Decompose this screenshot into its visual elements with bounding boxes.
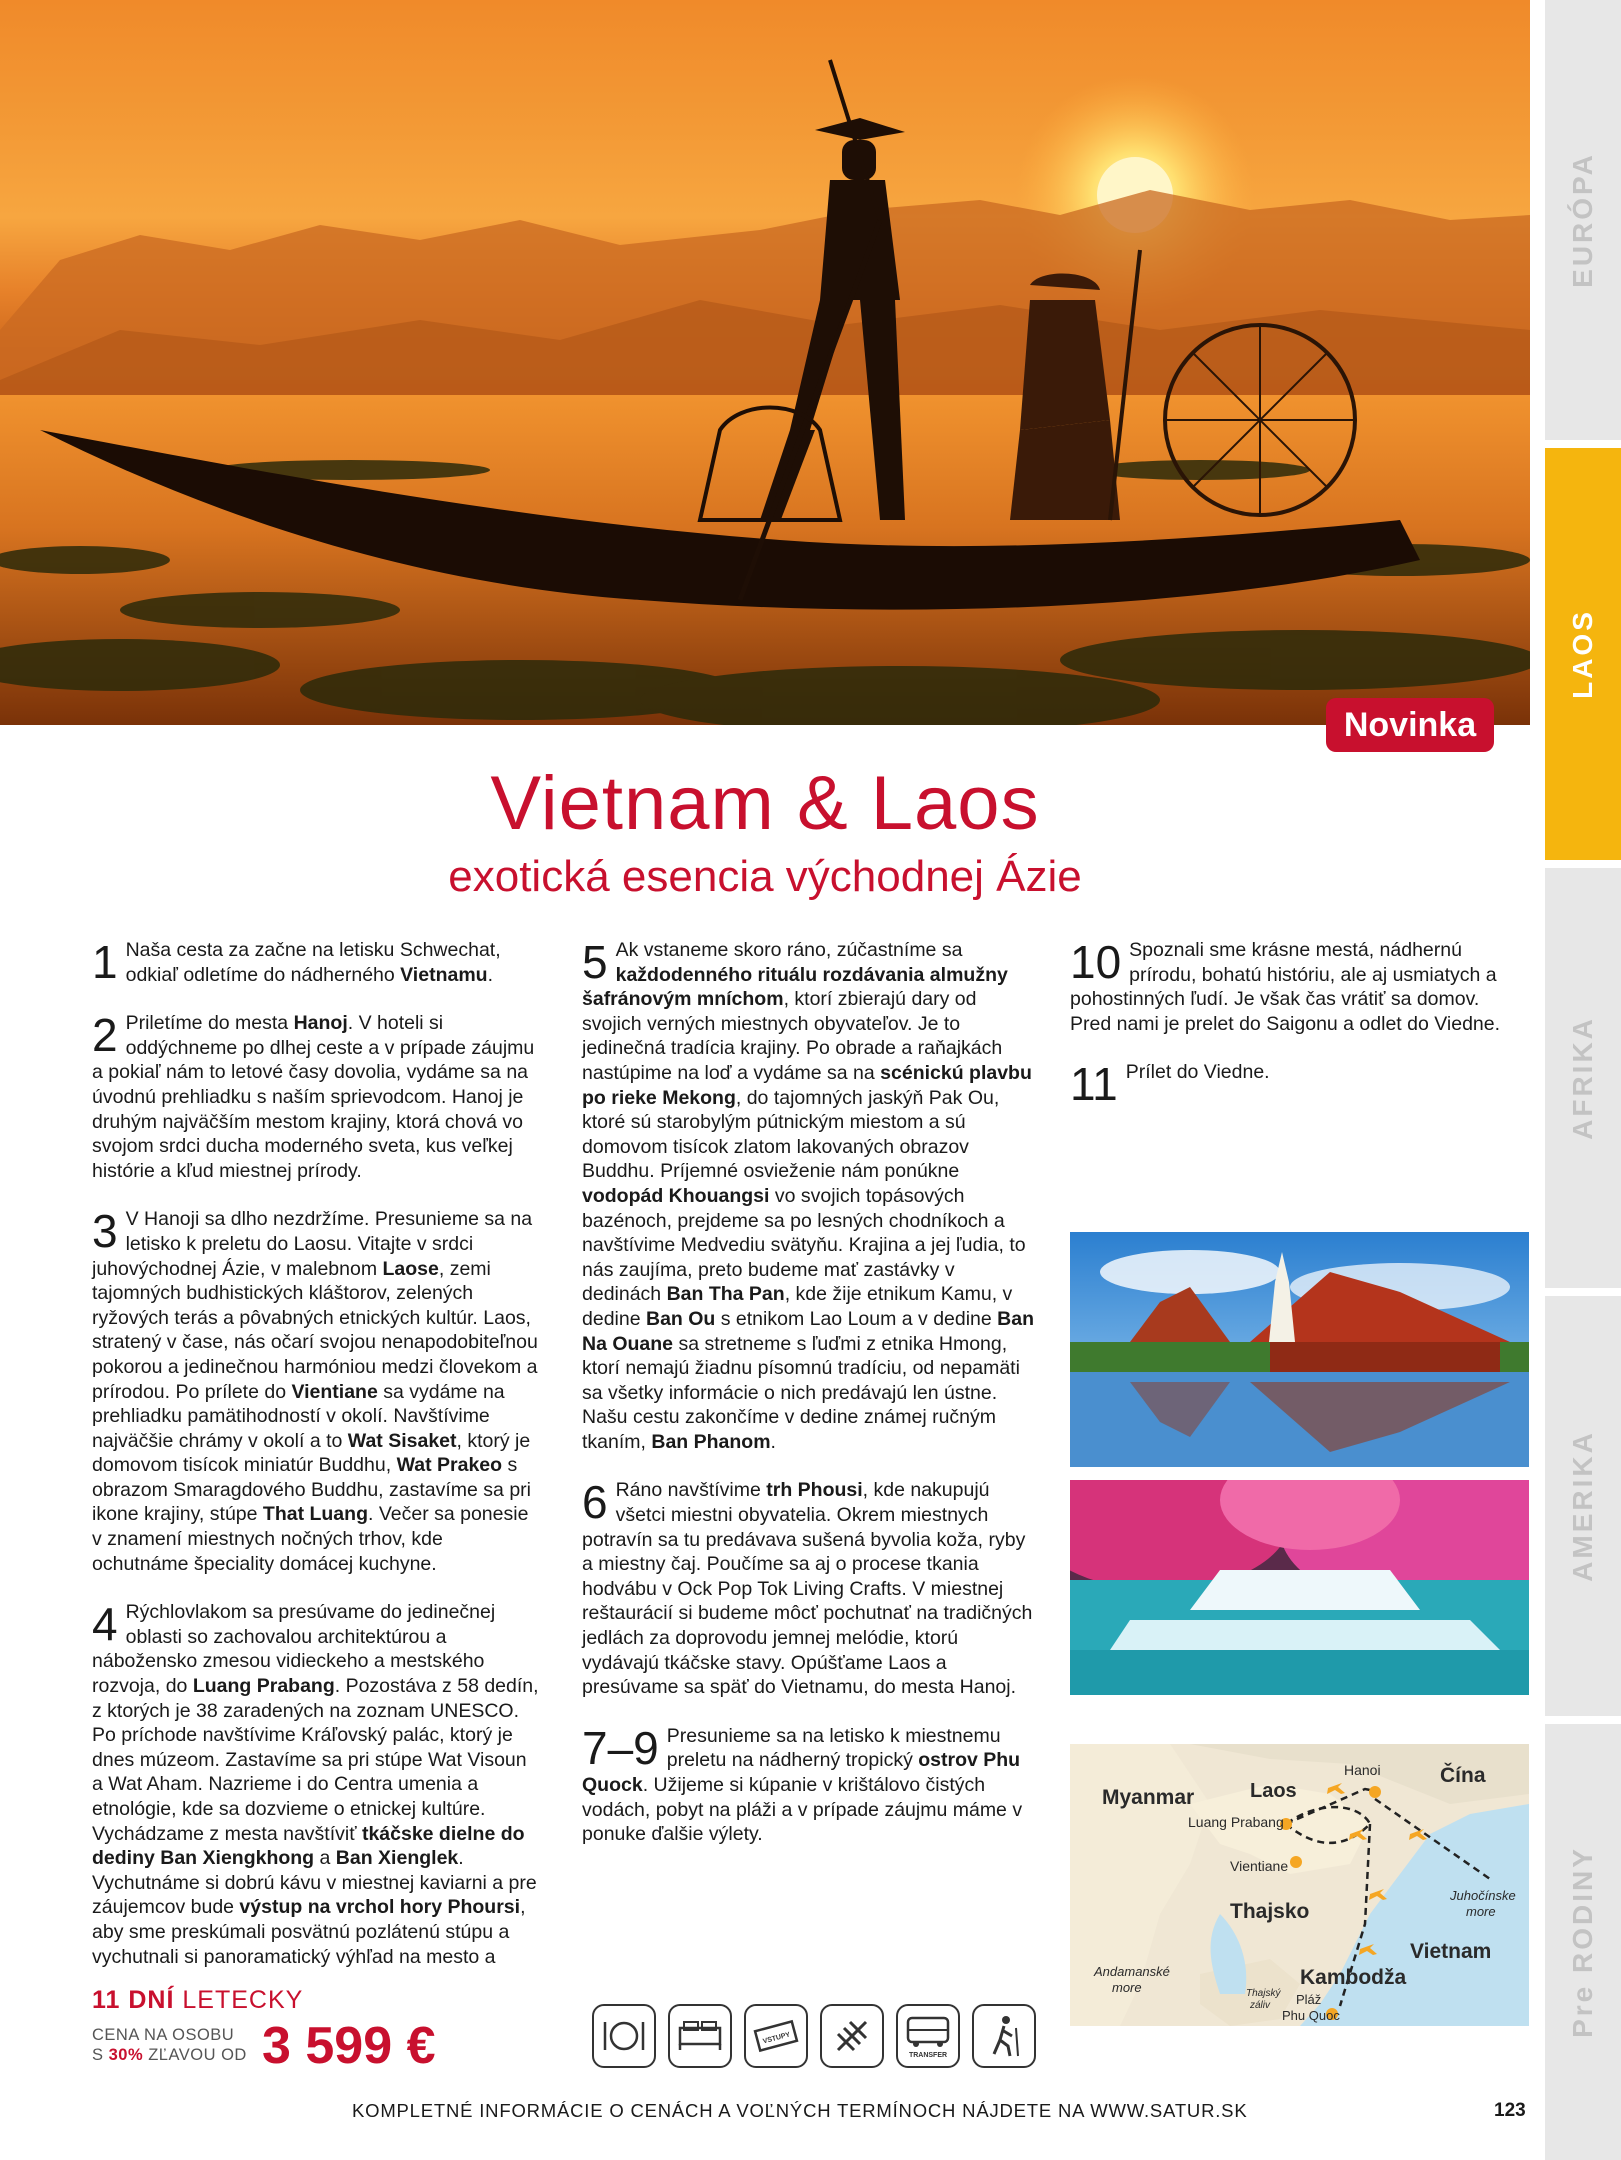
map-label-luang-prabang: Luang Prabang (1188, 1814, 1284, 1830)
map-label-andamanske: Andamanské (1094, 1964, 1170, 1979)
map-label-thajsky: Thajský (1246, 1988, 1281, 1999)
map-label-vientiane: Vientiane (1230, 1858, 1289, 1874)
day-1: 1 Naša cesta za začne na letisku Schwechat, odkiaľ odletíme do nádherného Vietnamu. (92, 936, 501, 988)
service-icons (592, 2004, 1036, 2068)
svg-text:VSTUPY: VSTUPY (762, 2031, 792, 2046)
tab-afrika[interactable]: AFRIKA (1545, 868, 1621, 1288)
day-3: 3 V Hanoji sa dlho nezdržíme. Presunieme sa na letisko k preletu do Laosu. Vitajte v srdci juhovýchodnej Ázie, v malebnom Laose, zemi tajomných budhistických kláštorov, zelených ryžových terás a pôvabných etnických kultúr. Laos, stratený v čase, nás očarí svojou nenapodobiteľnou pokorou a jedinečnou harmóniou medzi človekom a prírodou. Po prílete do Vientiane sa vydáme na prehliadku pamätihodností v okolí. Navštívime najväčšie chrámy v okolí a to Wat Sisaket, ktorý je domovom tisícok miniatúr Buddhu, Wat Prakeo s obrazom Smaragdového Buddhu, zastavíme sa pri ikone krajiny, stúpe That Luang. Večer sa ponesie v znamení miestnych nočných trhov, kde ochutnáme špeciality domácej kuchyne. (92, 1205, 538, 1575)
discount-label: S 30% ZĽAVOU OD (92, 2046, 247, 2064)
day-10: 10 Spoznali sme krásne mestá, nádhernú prírodu, bohatú históriu, ale aj usmiatych a pohostinných ľudí. Je však čas vrátiť sa domov. Pred nami je prelet do Saigonu a odlet do Viedne. (1070, 936, 1501, 1035)
itinerary-column-2 (582, 938, 1037, 1871)
bed-icon (668, 2004, 732, 2068)
sunset-fishermen-illustration (0, 0, 1530, 725)
footer-info: KOMPLETNÉ INFORMÁCIE O CENÁCH A VOĽNÝCH TERMÍNOCH NÁJDETE NA WWW.SATUR.SK (352, 2100, 1248, 2121)
price-value: 3 599 € (262, 2017, 436, 2075)
page-subtitle: exotická esencia východnej Ázie (448, 852, 1082, 901)
map-label-phu-quoc: Phu Quoc (1282, 2008, 1340, 2023)
flight-icon (820, 2004, 884, 2068)
day-4: 4 Rýchlovlakom sa presúvame do jedinečnej oblasti so zachovalou architektúrou a nábožensko zmesou vidieckeho a mestského rozvoja, do Luang Prabang. Pozostáva z 58 dedín, z ktorých je 38 zaradených na zoznam UNESCO. Po príchode navštívime Kráľovský palác, ktorý je dnes múzeom. Zastavíme sa pri stúpe Wat Visoun a Wat Aham. Nazrieme i do Centra umenia a etnológie, kde sa dozvieme o etnickej kultúre. Vychádzame z mesta navštíviť tkáčske dielne do dediny Ban Xiengkhong a Ban Xienglek. Vychutnáme si dobrú kávu v miestnej kaviarni a pre záujemcov bude výstup na vrchol hory Phoursi, aby sme preskúmali posvätnú pozlátenú stúpu a vychutnali si panoramatický výhľad na mesto a (92, 1600, 539, 1968)
price-label: CENA NA OSOBU (92, 2026, 235, 2044)
day-11: 11 Prílet do Viedne. (1070, 1058, 1270, 1111)
ticket-icon (744, 2004, 808, 2068)
day-6: 6 Ráno navštívime trh Phousi, kde nakupujú všetci miestni obyvatelia. Okrem miestnych potravín sa tu predávava sušená byvolia koža, ryby a miestny čaj. Poučíme sa aj o procese tkania hodvábu v Ock Pop Tok Living Crafts. V miestnej reštaurácií si budeme môcť pochutnať na tradičných jedlách za doprovodu jemnej melódie, ktorú vydávajú tkáčske stavy. Opúšťame Laos a presúvame sa späť do Vietnamu, do mesta Hanoj. (582, 1476, 1033, 1699)
tab-pre-rodiny[interactable]: Pre RODINY (1545, 1724, 1621, 2160)
map-label-andamanske-more: more (1112, 1980, 1142, 1995)
page-title: Vietnam & Laos (490, 761, 1040, 846)
meal-icon (592, 2004, 656, 2068)
map-label-laos: Laos (1250, 1780, 1297, 1802)
section-tabs (1545, 0, 1621, 2160)
waterfall-photo (1070, 1480, 1529, 1695)
itinerary-column-3 (1070, 938, 1525, 1109)
itinerary-column-1 (92, 938, 542, 1994)
tab-amerika[interactable]: AMERIKA (1545, 1296, 1621, 1716)
transfer-icon (896, 2004, 960, 2068)
map-label-juhocinske: Juhočínske (1450, 1888, 1516, 1903)
hero-photo (0, 0, 1530, 725)
tab-europa[interactable]: EURÓPA (1545, 0, 1621, 440)
day-5: 5 Ak vstaneme skoro ráno, zúčastníme sa každodenného rituálu rozdávania almužny šafránovým mníchom, ktorí zbierajú dary od svojich verných miestnych obyvateľov. Je to jedinečná tradícia krajiny. Po obrade a raňajkách nastúpime na loď a vydáme sa na scénickú plavbu po rieke Mekong, do tajomných jaskýň Pak Ou, ktoré sú starobylým pútnickým miestom a sú domovom tisícok zlatom lakovaných obrazov Buddhu. Príjemné osvieženie nám ponúkne vodopád Khouangsi vo svojich topásových bazénoch, prejdeme sa po lesných chodníkoch a navštívime Medvediu svätyňu. Krajina a jej ľudia, to nás zaujíma, preto budeme mať zastávky v dedinách Ban Tha Pan, kde žije etnikum Kamu, v dedine Ban Ou s etnikom Lao Loum a v dedine Ban Na Ouane sa stretneme s ľuďmi z etnika Hmong, ktorí nemajú žiadnu písomnú tradíciu, od nepamäti sa všetky informácie o nich predávajú len ústne. Našu cestu zakončíme v dedine známej ručným tkaním, Ban Phanom. (582, 936, 1035, 1453)
map-label-cina: Čína (1440, 1764, 1486, 1787)
map-label-thajsko: Thajsko (1230, 1900, 1310, 1923)
tab-laos[interactable]: LAOS (1545, 448, 1621, 860)
map-label-vietnam: Vietnam (1410, 1940, 1492, 1963)
new-badge: Novinka (1326, 698, 1494, 752)
temple-illustration (1070, 1232, 1529, 1467)
temple-photo (1070, 1232, 1529, 1467)
day-2: 2 Priletíme do mesta Hanoj. V hoteli si oddýchneme po dlhej ceste a v prípade záujmu a pokiaľ nám to letové časy dovolia, vydáme sa na úvodnú prehliadku s naším sprievodcom. Hanoj je druhým najväčším mestom krajiny, ktorá chová vo svojom srdci ducha moderného sveta, kus veľkej histórie a kľud miestnej prírody. (92, 1009, 535, 1182)
svg-text:TRANSFER: TRANSFER (908, 2052, 948, 2059)
map-label-more: more (1466, 1904, 1496, 1919)
page-number: 123 (1494, 2100, 1526, 2121)
trip-duration: 11 DNÍ LETECKY (92, 1986, 304, 2014)
map-label-myanmar: Myanmar (1102, 1786, 1195, 1809)
map-label-kambodza: Kambodža (1300, 1966, 1407, 1989)
map-label-hanoi: Hanoi (1344, 1762, 1381, 1778)
waterfall-illustration (1070, 1480, 1529, 1695)
hiking-icon (972, 2004, 1036, 2068)
route-map (1070, 1744, 1529, 2026)
map-label-plaz: Pláž (1296, 1992, 1322, 2007)
map-label-zaliv: záliv (1250, 2000, 1271, 2011)
day-7-9: 7–9 Presunieme sa na letisko k miestnemu preletu na nádherný tropický ostrov Phu Quock. Užijeme si kúpanie v krištálovo čistých vodách, pobyt na pláži a v prípade záujmu máme v ponuke ďalšie výlety. (582, 1721, 1023, 1846)
